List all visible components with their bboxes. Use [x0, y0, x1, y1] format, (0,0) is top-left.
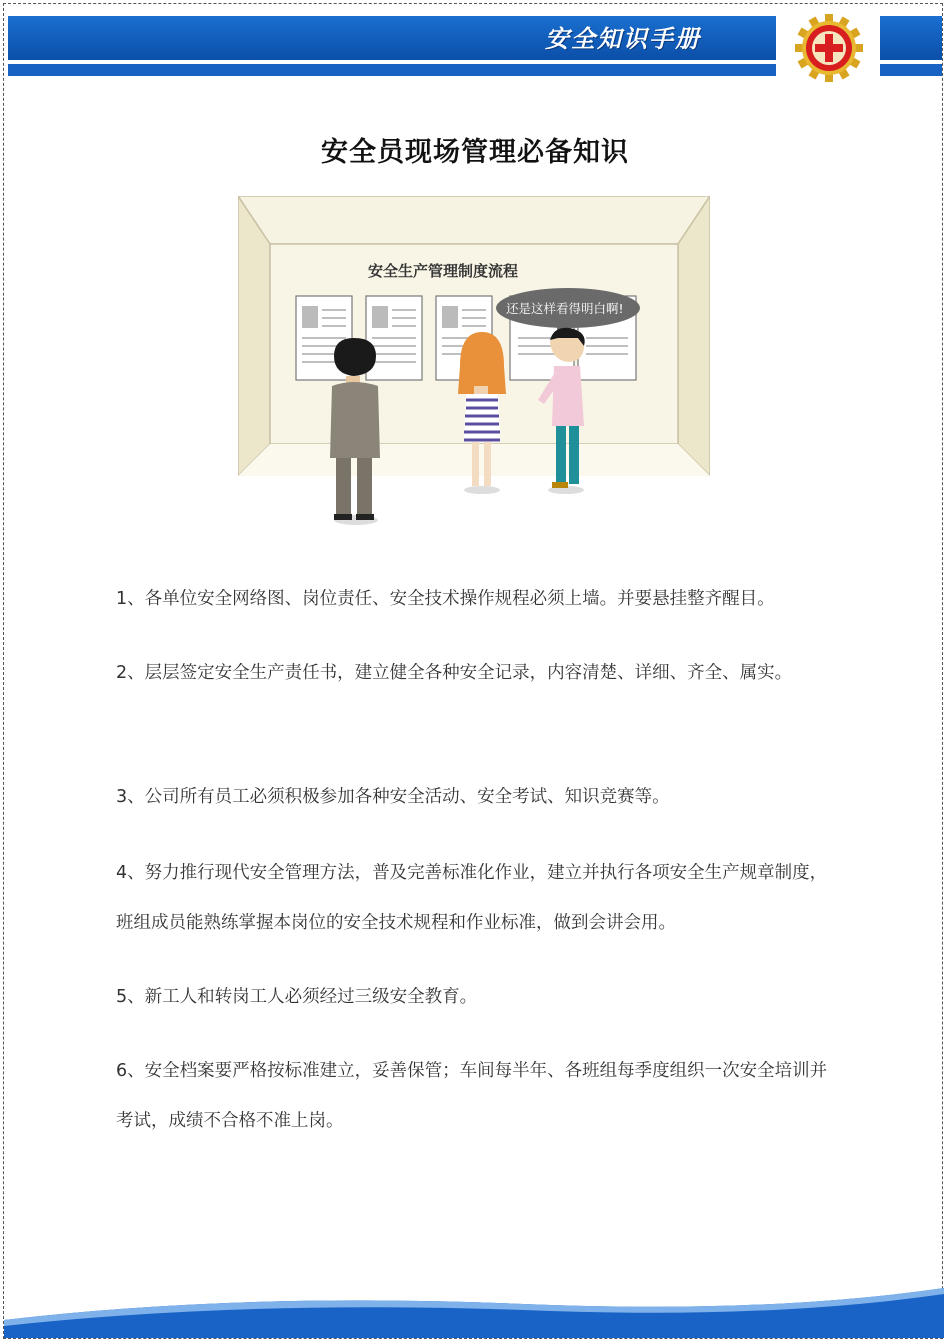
paragraph-1: 1、各单位安全网络图、岗位责任、安全技术操作规程必须上墙。并要悬挂整齐醒目。 [116, 589, 775, 609]
safety-emblem-icon [786, 10, 872, 82]
safety-board-illustration [238, 196, 710, 536]
paragraph-2: 2、层层签定安全生产责任书，建立健全各种安全记录，内容清楚、详细、齐全、属实。 [116, 663, 793, 683]
footer-wave [4, 1270, 944, 1338]
board-title: 安全生产管理制度流程 [368, 262, 519, 280]
paragraph-4: 4、努力推行现代安全管理方法，普及完善标准化作业，建立并执行各项安全生产规章制度，班组成员能熟练掌握本岗位的安全技术规程和作业标准，做到会讲会用。 [116, 863, 828, 933]
paragraph-3: 3、公司所有员工必须积极参加各种安全活动、安全考试、知识竞赛等。 [116, 787, 670, 807]
speech-bubble-text: 还是这样看得明白啊! [506, 301, 624, 316]
paragraph-6: 6、安全档案要严格按标准建立，妥善保管；车间每半年、各班组每季度组织一次安全培训并考试，成绩不合格不准上岗。 [116, 1061, 828, 1131]
header-bar-stripe [8, 64, 776, 76]
paragraph-5: 5、新工人和转岗工人必须经过三级安全教育。 [116, 987, 478, 1007]
header-right-block [880, 16, 942, 60]
header-right-stripe [880, 64, 942, 76]
header-title: 安全知识手册 [545, 25, 701, 53]
page-title: 安全员现场管理必备知识 [321, 137, 629, 168]
